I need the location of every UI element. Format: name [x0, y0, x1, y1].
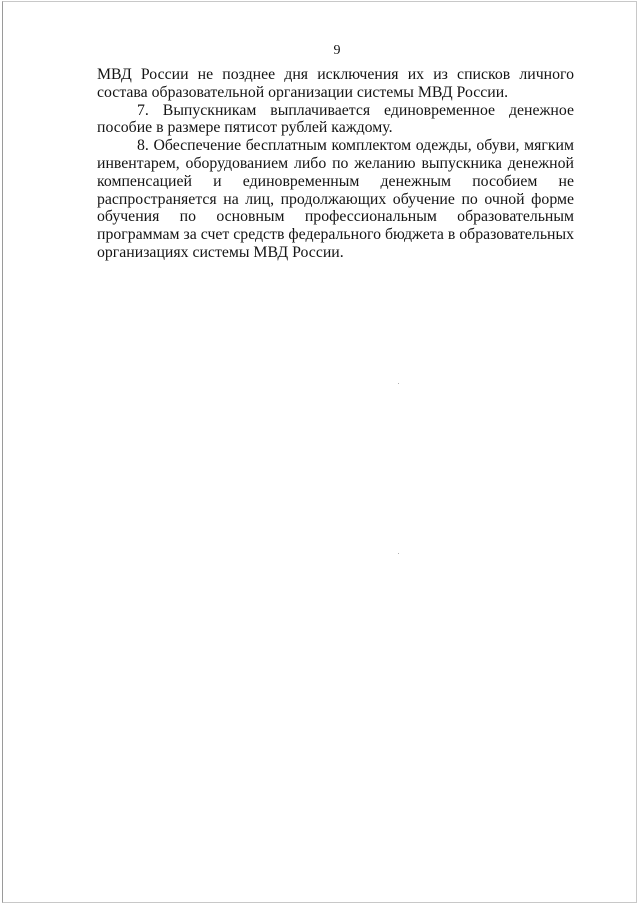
paragraph-item-7: 7. Выпускникам выплачивается единовременное денежное пособие в размере пятисот рублей каждому.: [97, 101, 574, 137]
paragraph-continuation: МВД России не позднее дня исключения их из списков личного состава образовательной организации системы МВД России.: [97, 66, 574, 101]
paragraph-item-8: 8. Обеспечение бесплатным комплектом одежды, обуви, мягким инвентарем, оборудованием либо по желанию выпускника денежной компенсацией и единовременным денежным пособием не распространяется на лиц, продолжающих обучение по очной форме обучения по основным профессиональным образовательным программам за счет средств федерального бюджета в образовательных организациях системы МВД России.: [97, 137, 574, 261]
document-body: [97, 66, 574, 262]
scan-speck: [398, 383, 399, 384]
scan-speck: [398, 553, 399, 554]
page-number: 9: [333, 43, 341, 58]
